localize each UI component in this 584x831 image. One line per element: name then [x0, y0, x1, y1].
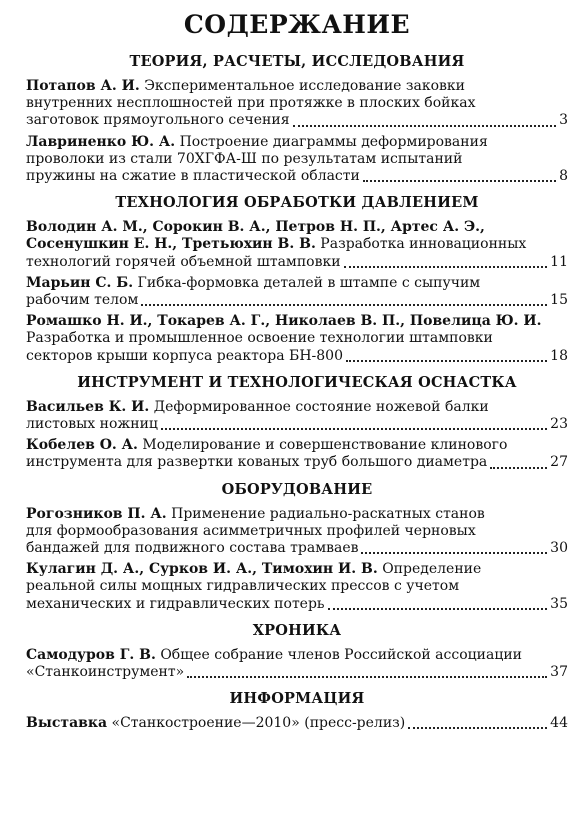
- entry-page-number: 15: [550, 292, 568, 309]
- entry-title-line: технологий горячей объемной штамповки: [26, 253, 341, 270]
- dot-leader: [490, 467, 547, 469]
- section-information: [26, 689, 568, 732]
- entry-page-number: 8: [559, 168, 568, 185]
- entry-title-line: механических и гидравлических потерь: [26, 595, 325, 612]
- entry-title-line: Построение диаграммы деформирования: [179, 133, 488, 150]
- entry-title-line: «Станкоинструмент»: [26, 664, 185, 681]
- entry-title-line: рабочим телом: [26, 292, 139, 309]
- entry-page-number: 35: [550, 595, 568, 612]
- entry-title-line: Общее собрание членов Российской ассоциации: [160, 646, 522, 663]
- entry-title-line: внутренних несплошностей при протяжке в плоских бойках: [26, 95, 476, 112]
- entry-page-number: 30: [550, 540, 568, 557]
- entry-page-number: 37: [550, 664, 568, 681]
- entry-title-line: проволоки из стали 70ХГФА-Ш по результатам испытаний: [26, 150, 463, 167]
- dot-leader: [328, 608, 548, 610]
- entry-authors: Кобелев О. А.: [26, 437, 138, 454]
- entry-authors: Марьин С. Б.: [26, 274, 134, 291]
- entry-title-line: инструмента для развертки кованых труб большого диаметра: [26, 454, 488, 471]
- entry-title-line: пружины на сжатие в пластической области: [26, 168, 360, 185]
- dot-leader: [363, 180, 556, 182]
- dot-leader: [408, 727, 547, 729]
- toc-entry[interactable]: [26, 561, 568, 613]
- toc-entry[interactable]: [26, 78, 568, 130]
- toc-entry[interactable]: [26, 313, 568, 365]
- entry-page-number: 27: [550, 454, 568, 471]
- toc-entry[interactable]: [26, 399, 568, 433]
- entry-title-line: Моделирование и совершенствование клинового: [142, 437, 508, 454]
- entry-title-line: Разработка инновационных: [320, 236, 527, 253]
- section-equipment: [26, 480, 568, 613]
- entry-page-number: 3: [559, 112, 568, 129]
- toc-entry[interactable]: [26, 275, 568, 309]
- entry-title-line: Гибка-формовка деталей в штампе с сыпучим: [137, 274, 481, 291]
- entry-authors: Лавриненко Ю. А.: [26, 133, 176, 150]
- page-title: СОДЕРЖАНИЕ: [183, 10, 411, 39]
- section-heading: ИНСТРУМЕНТ И ТЕХНОЛОГИЧЕСКАЯ ОСНАСТКА: [77, 373, 517, 391]
- entry-title-line: для формообразования асимметричных профилей черновых: [26, 522, 476, 539]
- entry-page-number: 18: [550, 347, 568, 364]
- toc-entry[interactable]: [26, 715, 568, 732]
- entry-title-line: Деформированное состояние ножевой балки: [153, 398, 489, 415]
- entry-page-number: 44: [550, 715, 568, 732]
- entry-authors: Рогозников П. А.: [26, 505, 167, 522]
- section-technology: [26, 193, 568, 365]
- entry-authors: Потапов А. И.: [26, 78, 140, 94]
- section-tooling: [26, 373, 568, 472]
- section-theory: [26, 52, 568, 185]
- toc-entry[interactable]: [26, 219, 568, 271]
- section-heading: ТЕОРИЯ, РАСЧЕТЫ, ИССЛЕДОВАНИЯ: [129, 53, 465, 70]
- toc-entry[interactable]: [26, 437, 568, 471]
- entry-page-number: 11: [550, 253, 568, 270]
- section-heading: ОБОРУДОВАНИЕ: [221, 480, 373, 498]
- toc-entry[interactable]: [26, 506, 568, 558]
- section-heading: ХРОНИКА: [252, 621, 342, 639]
- entry-title-line: бандажей для подвижного состава трамваев: [26, 540, 359, 557]
- section-heading: ТЕХНОЛОГИЯ ОБРАБОТКИ ДАВЛЕНИЕМ: [115, 194, 479, 212]
- entry-authors: Самодуров Г. В.: [26, 646, 156, 663]
- entry-authors: Выставка: [26, 715, 108, 732]
- entry-authors: Васильев К. И.: [26, 398, 150, 415]
- entry-title-line: секторов крыши корпуса реактора БН-800: [26, 347, 343, 364]
- entry-title-line: Разработка и промышленное освоение технологии штамповки: [26, 330, 493, 347]
- entry-title-line: листовых ножниц: [26, 416, 158, 433]
- entry-title-line: «Станкостроение—2010» (пресс-релиз): [111, 715, 406, 732]
- dot-leader: [293, 125, 557, 127]
- entry-authors: Сосенушкин Е. Н., Третьюхин В. В.: [26, 236, 316, 253]
- dot-leader: [361, 552, 547, 554]
- dot-leader: [187, 676, 547, 678]
- entry-authors: Кулагин Д. А., Сурков И. А., Тимохин И. В.: [26, 561, 378, 578]
- dot-leader: [346, 360, 547, 362]
- entry-page-number: 23: [550, 416, 568, 433]
- toc-entry[interactable]: [26, 134, 568, 186]
- entry-title-line: Применение радиально-раскатных станов: [171, 505, 485, 522]
- entry-authors: Ромашко Н. И., Токарев А. Г., Николаев В. П., Повелица Ю. И.: [26, 313, 542, 330]
- dot-leader: [141, 304, 547, 306]
- section-heading: ИНФОРМАЦИЯ: [229, 690, 365, 708]
- dot-leader: [344, 266, 548, 268]
- section-chronicle: [26, 621, 568, 681]
- entry-authors: Володин А. М., Сорокин В. А., Петров Н. П., Артес А. Э.,: [26, 219, 485, 236]
- entry-title-line: Экспериментальное исследование заковки: [144, 78, 466, 94]
- entry-title-line: Определение: [382, 561, 482, 578]
- entry-title-line: реальной силы мощных гидравлических прессов с учетом: [26, 578, 460, 595]
- dot-leader: [161, 428, 547, 430]
- toc-entry[interactable]: [26, 647, 568, 681]
- entry-title-line: заготовок прямоугольного сечения: [26, 112, 290, 129]
